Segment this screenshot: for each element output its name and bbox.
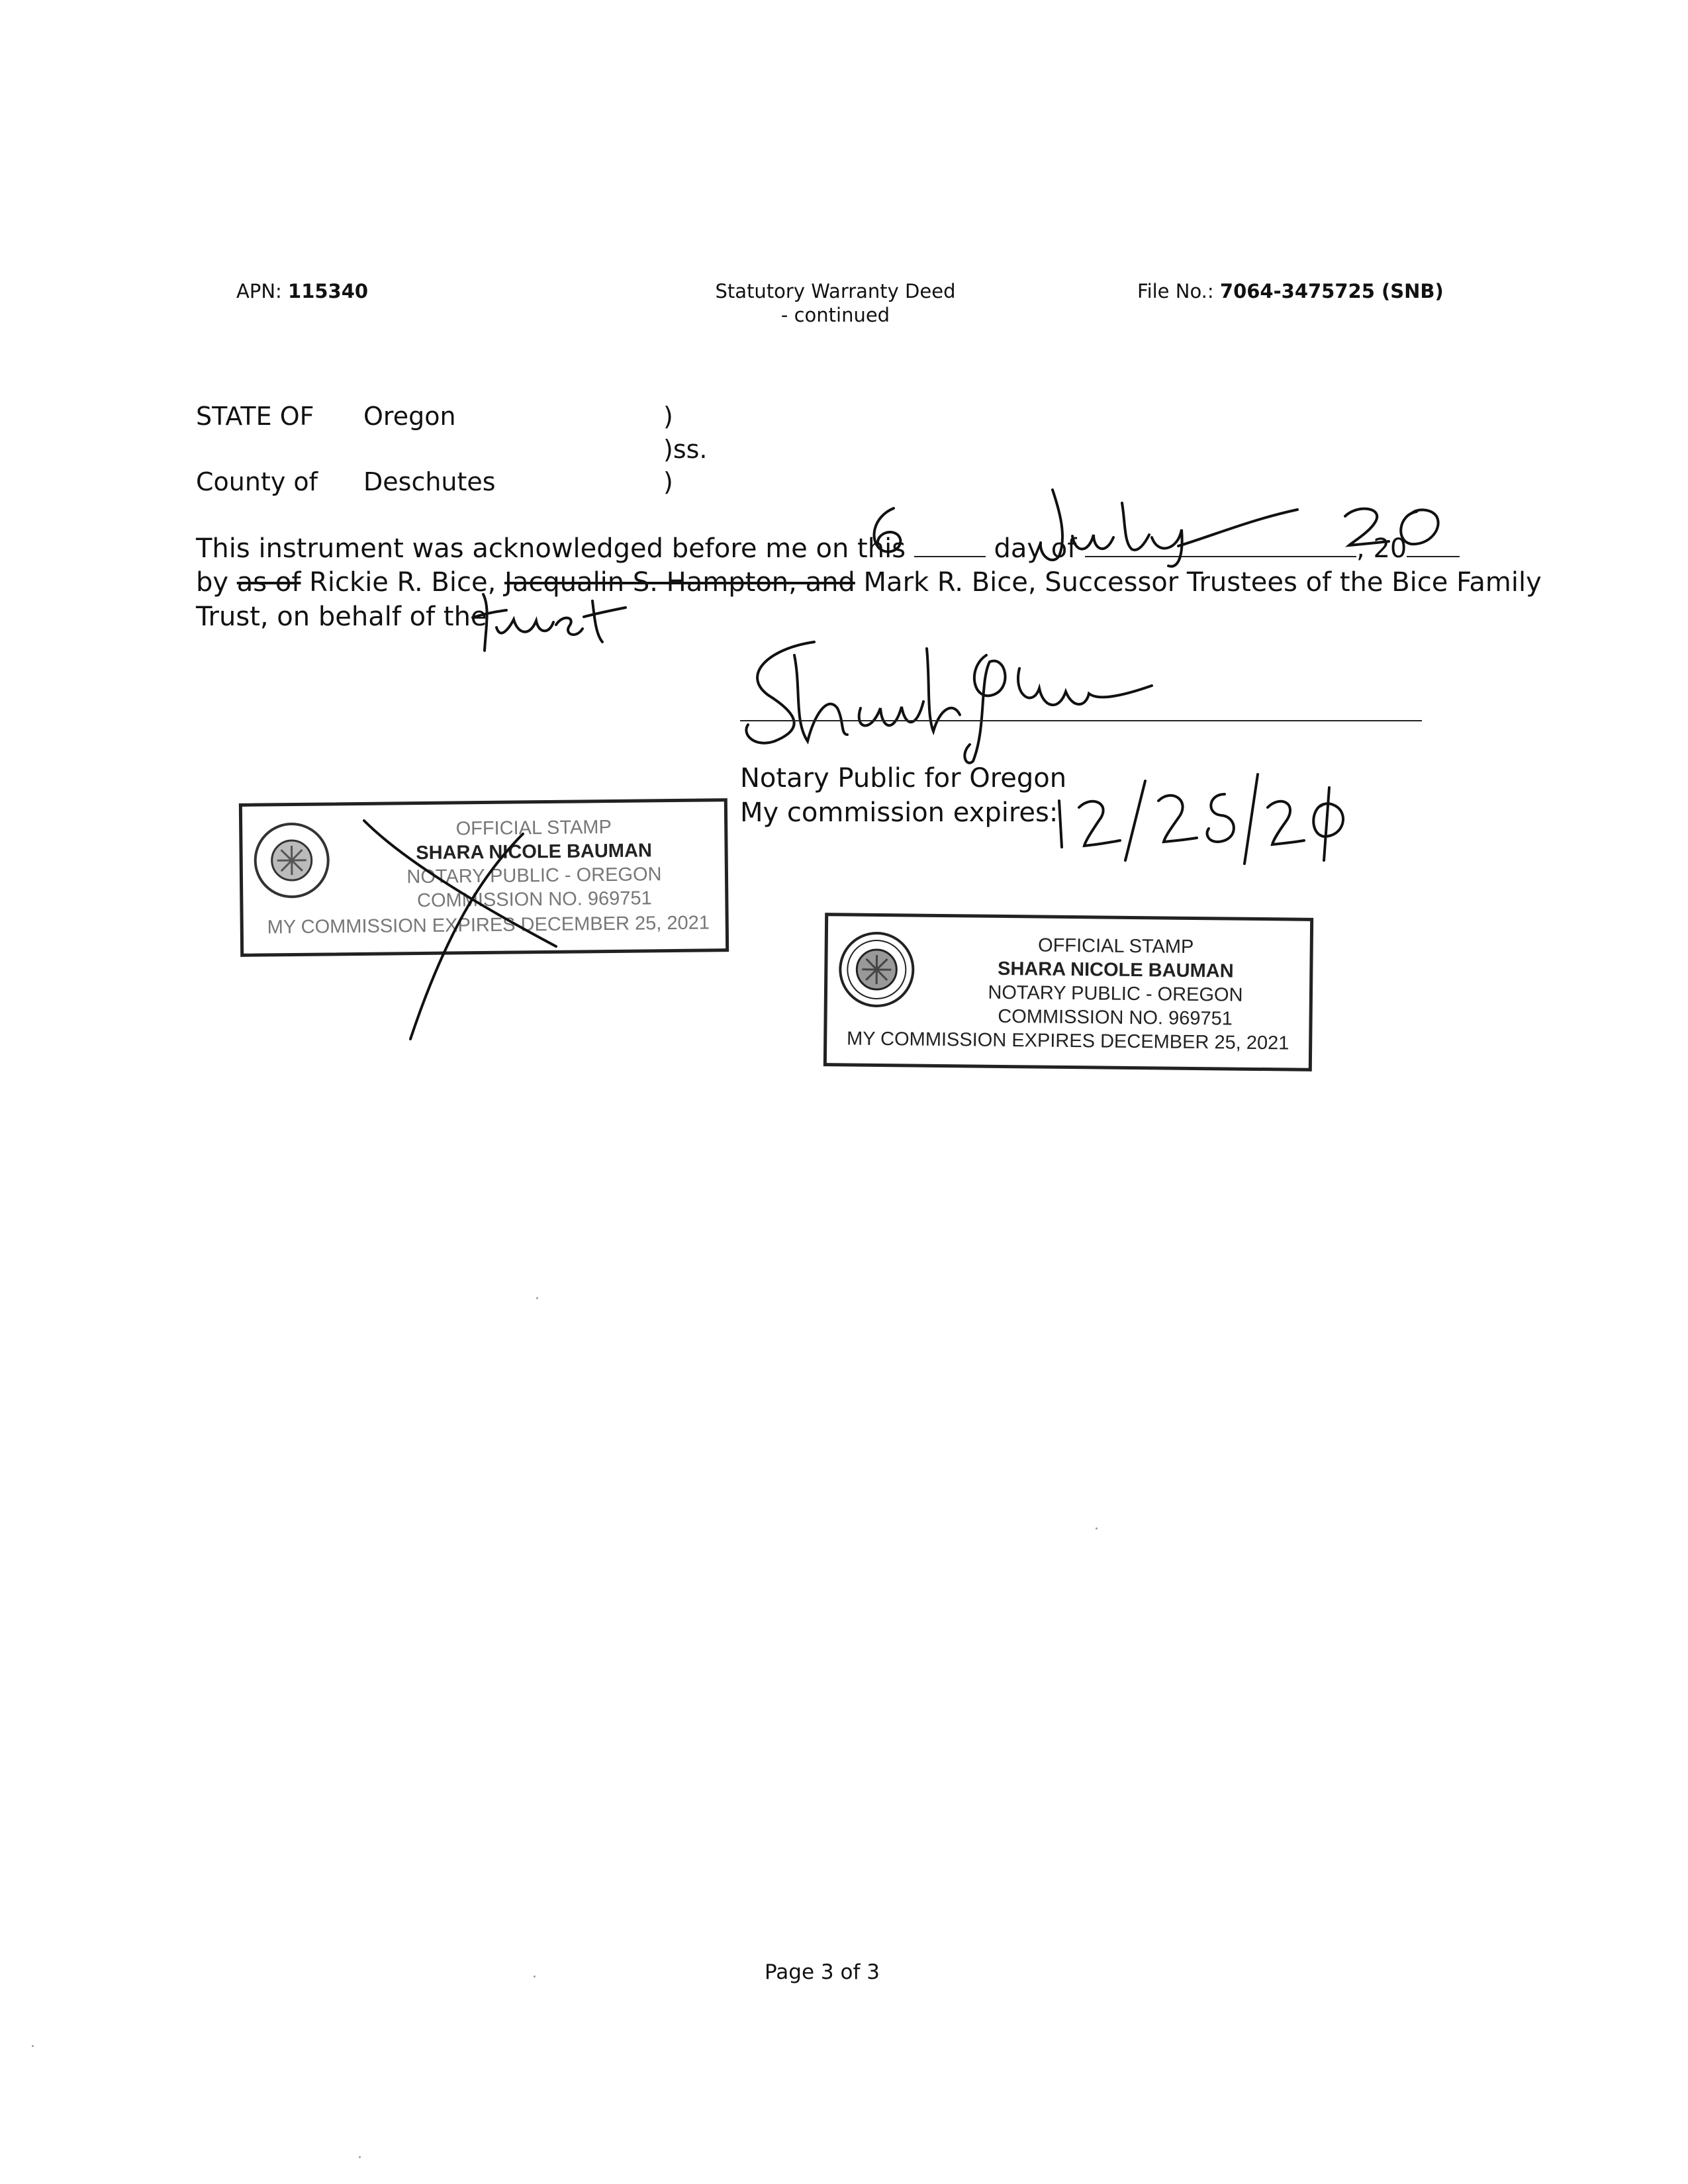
stamp-strike-x: [357, 814, 576, 1052]
struck-name-jacqualin: Jacqualin S. Hampton, and: [504, 567, 855, 598]
state-seal-icon: [252, 820, 332, 900]
document-title: Statutory Warranty Deed: [715, 280, 956, 302]
ack-name-rickie: Rickie R. Bice,: [309, 567, 496, 598]
file-number-line: [1137, 279, 1444, 303]
apn-label: APN:: [236, 280, 282, 302]
notary-title: Notary Public for Oregon: [740, 763, 1067, 794]
scan-speck: [32, 2045, 34, 2047]
document-subtitle: - continued: [780, 304, 890, 326]
handwritten-year-20: [1337, 502, 1450, 555]
stamp-struck-line5: MY COMMISSION EXPIRES DECEMBER 25, 2021: [267, 912, 710, 938]
ack-line1-start: This instrument was acknowledged before me on this: [196, 533, 906, 564]
page-total: 3: [867, 1960, 880, 1984]
venue-paren-bottom: ): [663, 467, 673, 496]
ack-trustees-text: Mark R. Bice, Successor Trustees of the Bice Family: [863, 567, 1542, 598]
county-value: Deschutes: [363, 467, 496, 496]
page-of: of: [840, 1960, 861, 1984]
county-label: County of: [196, 467, 318, 496]
stamp-line1: OFFICIAL STAMP: [1037, 934, 1194, 958]
handwritten-month-july: [1033, 483, 1311, 569]
stamp-struck-line4: COMMISSION NO. 969751: [416, 887, 652, 912]
page-number: [765, 1960, 880, 1984]
state-value: Oregon: [363, 402, 456, 431]
notary-stamp-official: [823, 913, 1313, 1071]
scan-speck: [1096, 1527, 1098, 1529]
handwritten-trust: [470, 588, 629, 654]
scan-speck: [536, 1297, 538, 1299]
file-label: File No.:: [1137, 280, 1214, 302]
venue-paren-top: ): [663, 402, 673, 431]
stamp-struck-line3: NOTARY PUBLIC - OREGON: [406, 864, 662, 888]
struck-as-of: as of: [236, 567, 301, 598]
page-label: Page: [765, 1960, 815, 1984]
venue-ss: )ss.: [663, 435, 708, 464]
signature-line: [740, 720, 1422, 721]
page-current: 3: [820, 1960, 834, 1984]
state-seal-icon: [837, 929, 917, 1009]
scan-speck: [359, 2156, 361, 2158]
stamp-line5: MY COMMISSION EXPIRES DECEMBER 25, 2021: [846, 1028, 1289, 1054]
ack-by: by: [196, 567, 229, 598]
commission-expires-label: My commission expires:: [740, 797, 1058, 828]
ack-line-2: [196, 565, 1542, 600]
file-value: 7064-3475725 (SNB): [1219, 280, 1444, 302]
apn-line: [236, 279, 368, 303]
document-title-block: [637, 279, 1034, 327]
stamp-line4: COMMISSION NO. 969751: [998, 1005, 1233, 1030]
scan-speck: [534, 1976, 536, 1978]
handwritten-expiry-date: [1053, 768, 1357, 867]
notary-signature: [728, 629, 1178, 768]
ack-day-of: day of: [994, 533, 1077, 564]
ack-line-3: Trust, on behalf of the: [196, 602, 487, 632]
stamp-struck-line1: OFFICIAL STAMP: [455, 816, 612, 840]
stamp-struck-line2: SHARA NICOLE BAUMAN: [416, 840, 653, 864]
stamp-line2: SHARA NICOLE BAUMAN: [997, 958, 1234, 982]
handwritten-day-6: [854, 503, 927, 563]
ack-year-prefix: , 20: [1356, 533, 1407, 564]
stamp-line3: NOTARY PUBLIC - OREGON: [988, 981, 1243, 1006]
apn-value: 115340: [288, 280, 369, 302]
state-label: STATE OF: [196, 402, 314, 431]
